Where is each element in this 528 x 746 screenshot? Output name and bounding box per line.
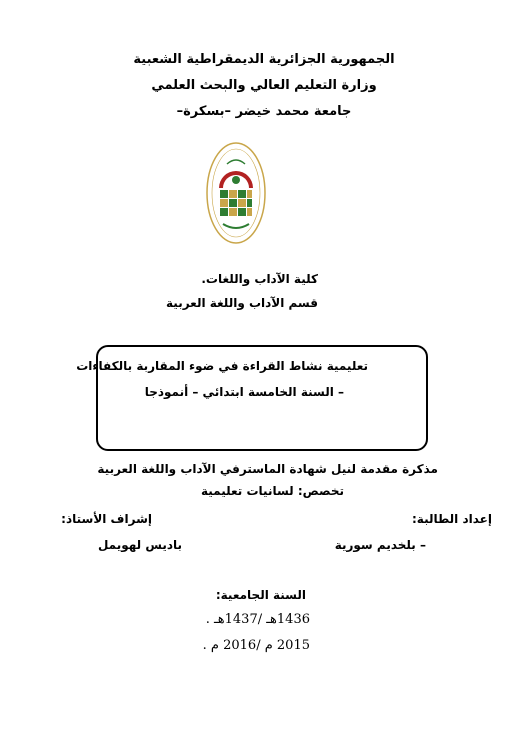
academic-year-label: السنة الجامعية:	[215, 588, 306, 602]
supervision-label: إشراف الأستاذ:	[61, 512, 152, 526]
department-name: قسم الآداب واللغة العربية	[166, 296, 318, 310]
ministry-heading: وزارة التعليم العالي والبحث العلمي	[151, 78, 377, 93]
student-name: – بلخديم سورية	[334, 538, 426, 552]
hijri-year: 1436هـ /1437هـ .	[205, 612, 310, 627]
gregorian-year: 2015 م /2016 م .	[202, 638, 310, 653]
thesis-title: تعليمية نشاط القراءة في ضوء المقاربة بالكفاءات	[76, 359, 368, 373]
university-seal-icon	[205, 140, 267, 246]
republic-heading: الجمهورية الجزائرية الديمقراطية الشعبية	[133, 52, 395, 67]
supervisor-name: باديس لهويمل	[97, 538, 182, 552]
specialty: تخصص: لسانيات تعليمية	[201, 484, 344, 498]
faculty-name: كلية الآداب واللغات.	[201, 272, 318, 286]
memo-statement: مذكرة مقدمة لنيل شهادة الماسترفي الآداب واللغة العربية	[97, 462, 438, 476]
university-heading: جامعة محمد خيضر –بسكرة–	[176, 104, 352, 119]
thesis-subtitle: – السنة الخامسة ابتدائي – أنموذجا	[144, 385, 344, 399]
prepared-by-label: إعداد الطالبة:	[412, 512, 492, 526]
thesis-title-box	[76, 345, 428, 451]
